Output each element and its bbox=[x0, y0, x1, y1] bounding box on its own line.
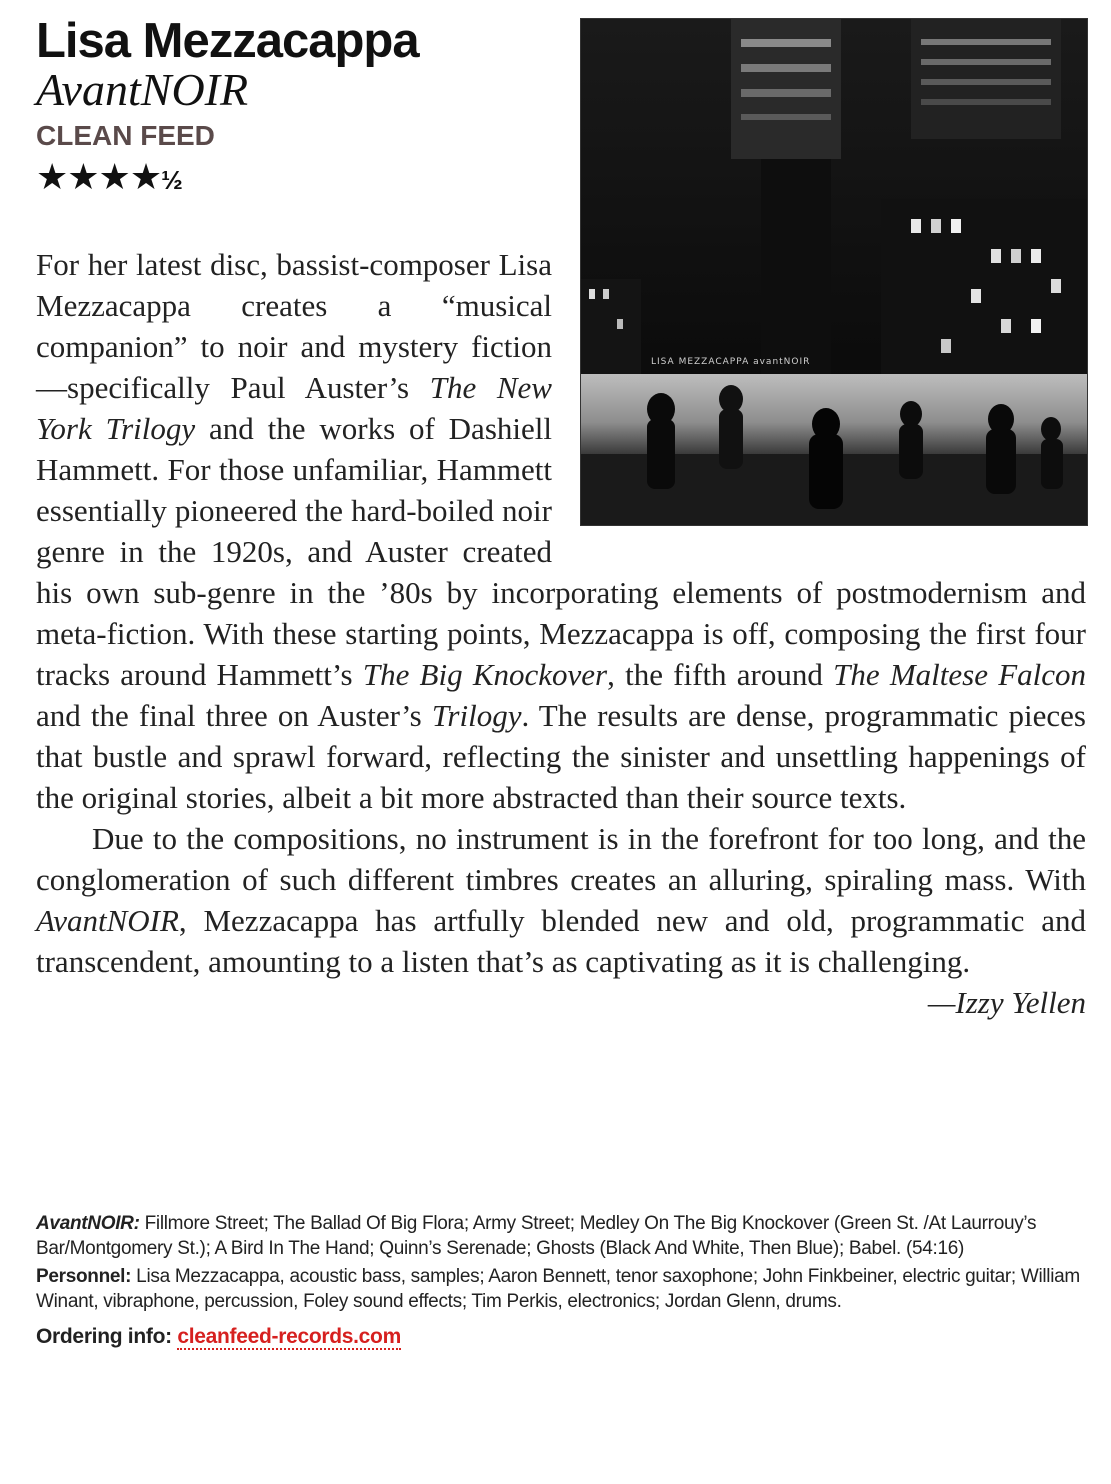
p1-title-big-knockover: The Big Knockover bbox=[362, 657, 608, 692]
p1-text-2: and the works of Dashiell Hammett. For those unfamiliar, Hammett essentially pioneered the hard-boiled noir genre in the 1920s, and Auster created his own sub-genre in the ’80s by incorporating elements of postmodernism and meta-fiction. With these starting points, Mezzacappa is off, composing the first four tracks around Hammett’s bbox=[36, 411, 1086, 692]
p1-text-1: For her latest disc, bassist-composer Lisa Mezzacappa creates a “musical companion” to noir and mystery fiction—specifically Paul Auster’s bbox=[36, 247, 552, 405]
p1-title-trilogy: The New York Trilogy bbox=[36, 370, 552, 446]
p1-title-trilogy-short: Trilogy bbox=[431, 698, 522, 733]
p2-title-album: AvantNOIR bbox=[36, 903, 179, 938]
personnel bbox=[36, 1264, 1086, 1314]
personnel-text: Lisa Mezzacappa, acoustic bass, samples; Aaron Bennett, tenor saxophone; John Finkbeiner, electric guitar; William Winant, vibraphone, percussion, Foley sound effects; Tim Perkis, electronics; Jordan Glenn, drums. bbox=[36, 1266, 1080, 1312]
ordering-link[interactable]: cleanfeed-records.com bbox=[177, 1325, 401, 1348]
review-author: —Izzy Yellen bbox=[927, 985, 1086, 1020]
track-list bbox=[36, 1211, 1086, 1261]
review-paragraph-2 bbox=[36, 818, 1086, 1020]
p1-text-4: and the final three on Auster’s bbox=[36, 698, 432, 733]
p1-title-maltese-falcon: The Maltese Falcon bbox=[833, 657, 1087, 692]
p1-text-3: , the fifth around bbox=[607, 657, 834, 692]
p1-text-5: . The results are dense, programmatic pieces that bustle and sprawl forward, reflecting the sinister and unsettling happenings of the original stories, albeit a bit more abstracted than their source texts. bbox=[36, 698, 1086, 815]
cover-float-spacer bbox=[552, 244, 1086, 540]
p2-text-2: , Mezzacappa has artfully blended new and old, programmatic and transcendent, amounting to a listen that’s as captivating as it is challenging. bbox=[36, 903, 1086, 979]
album-title: AvantNOIR bbox=[36, 64, 249, 115]
review-body bbox=[36, 244, 1086, 1023]
star-rating bbox=[36, 156, 576, 202]
personnel-label: Personnel: bbox=[36, 1266, 132, 1287]
artist-name: Lisa Mezzacappa bbox=[36, 14, 419, 68]
cover-title-text: LISA MEZZACAPPA avantNOIR bbox=[651, 357, 811, 367]
ordering-info bbox=[36, 1324, 1086, 1349]
album-details bbox=[36, 1211, 1086, 1352]
track-list-text: Fillmore Street; The Ballad Of Big Flora; Army Street; Medley On The Big Knockover (Green St. /At Laurrouy’s Bar/Montgomery St.); A Bird In The Hand; Quinn’s Serenade; Ghosts (Black And White, Then Blue); Babel. (54:16) bbox=[36, 1213, 1037, 1259]
record-label: CLEAN FEED bbox=[36, 120, 215, 151]
rating-stars: ★★★★ bbox=[36, 157, 162, 198]
p2-text-1: Due to the compositions, no instrument is in the forefront for too long, and the conglomeration of such different timbres creates an alluring, spiraling mass. With bbox=[36, 821, 1086, 897]
track-list-label: AvantNOIR: bbox=[36, 1213, 140, 1234]
rating-half: ½ bbox=[161, 165, 183, 195]
ordering-label: Ordering info: bbox=[36, 1325, 178, 1348]
review-header bbox=[36, 14, 576, 202]
